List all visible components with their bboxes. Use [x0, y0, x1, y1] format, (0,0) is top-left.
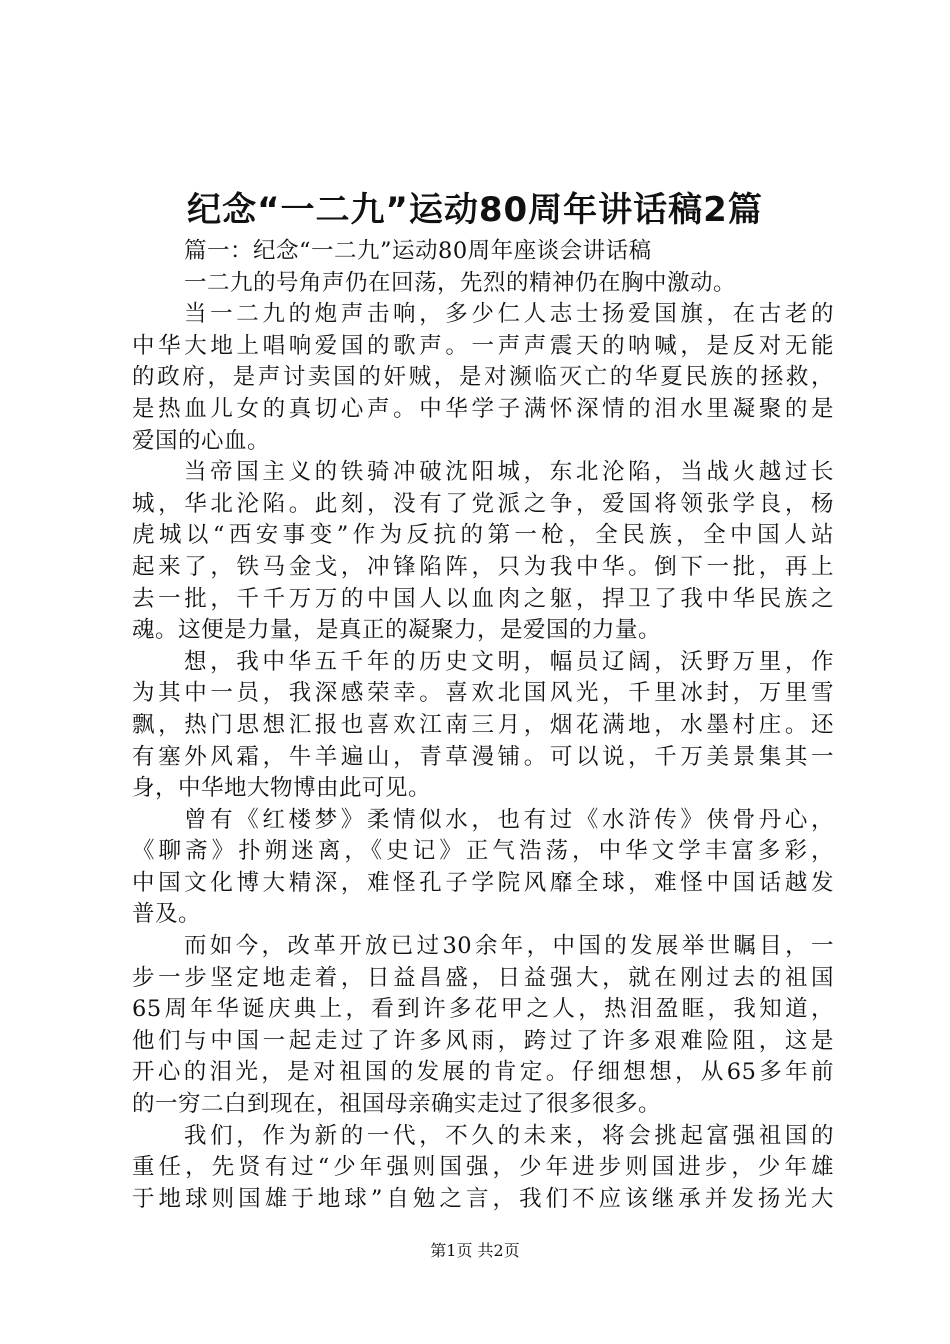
text-line: 步一步坚定地走着，日益昌盛，日益强大，就在刚过去的祖国 — [132, 964, 834, 991]
text-line: 他们与中国一起走过了许多风雨，跨过了许多艰难险阻，这是 — [132, 1027, 834, 1054]
document-body — [132, 236, 834, 1215]
text-line: 虎城以“西安事变”作为反抗的第一枪，全民族，全中国人站 — [132, 522, 834, 549]
text-line: 而如今，改革开放已过30余年，中国的发展举世瞩目，一 — [184, 933, 834, 960]
text-line: 普及。 — [132, 901, 202, 928]
text-line: 当帝国主义的铁骑冲破沈阳城，东北沦陷，当战火越过长 — [184, 459, 834, 486]
text-line: 的一穷二白到现在，祖国母亲确实走过了很多很多。 — [132, 1091, 662, 1118]
text-line: 想，我中华五千年的历史文明，幅员辽阔，沃野万里，作 — [184, 648, 834, 675]
text-line: 魂。这便是力量，是真正的凝聚力，是爱国的力量。 — [132, 617, 662, 644]
text-line: 中华大地上唱响爱国的歌声。一声声震天的呐喊，是反对无能 — [132, 332, 834, 359]
text-line: 有塞外风霜，牛羊遍山，青草漫铺。可以说，千万美景集其一 — [132, 743, 834, 770]
text-line: 篇一：纪念“一二九”运动80周年座谈会讲话稿 — [184, 238, 652, 264]
page-footer: 第1页 共2页 — [430, 1241, 520, 1260]
text-line: 是热血儿女的真切心声。中华学子满怀深情的泪水里凝聚的是 — [132, 395, 834, 422]
text-line: 城，华北沦陷。此刻，没有了党派之争，爱国将领张学良，杨 — [132, 490, 834, 517]
text-line: 身，中华地大物博由此可见。 — [132, 775, 432, 802]
text-line: 为其中一员，我深感荣幸。喜欢北国风光，千里冰封，万里雪 — [132, 680, 834, 707]
text-line: 65周年华诞庆典上，看到许多花甲之人，热泪盈眶，我知道， — [132, 996, 834, 1023]
text-line: 我们，作为新的一代，不久的未来，将会挑起富强祖国的 — [184, 1122, 834, 1149]
text-line: 于地球则国雄于地球”自勉之言，我们不应该继承并发扬光大 — [132, 1185, 834, 1212]
text-line: 曾有《红楼梦》柔情似水，也有过《水浒传》侠骨丹心， — [184, 806, 834, 833]
text-line: 去一批，千千万万的中国人以血肉之躯，捍卫了我中华民族之 — [132, 585, 834, 612]
text-line: 飘，热门思想汇报也喜欢江南三月，烟花满地，水墨村庄。还 — [132, 711, 834, 738]
text-line: 开心的泪光，是对祖国的发展的肯定。仔细想想，从65多年前 — [132, 1059, 834, 1086]
document-title: 纪念“一二九”运动80周年讲话稿2篇 — [187, 190, 763, 230]
text-line: 中国文化博大精深，难怪孔子学院风靡全球，难怪中国话越发 — [132, 869, 834, 896]
text-line: 《聊斋》扑朔迷离，《史记》正气浩荡，中华文学丰富多彩， — [132, 838, 834, 865]
text-line: 的政府，是声讨卖国的奸贼，是对濒临灭亡的华夏民族的拯救， — [132, 364, 834, 391]
text-line: 当一二九的炮声击响，多少仁人志士扬爱国旗，在古老的 — [184, 301, 834, 328]
text-line: 起来了，铁马金戈，冲锋陷阵，只为我中华。倒下一批，再上 — [132, 553, 834, 580]
text-line: 爱国的心血。 — [132, 427, 271, 454]
text-line: 重任，先贤有过“少年强则国强，少年进步则国进步，少年雄 — [132, 1154, 834, 1181]
text-line: 一二九的号角声仍在回荡，先烈的精神仍在胸中激动。 — [184, 269, 737, 296]
